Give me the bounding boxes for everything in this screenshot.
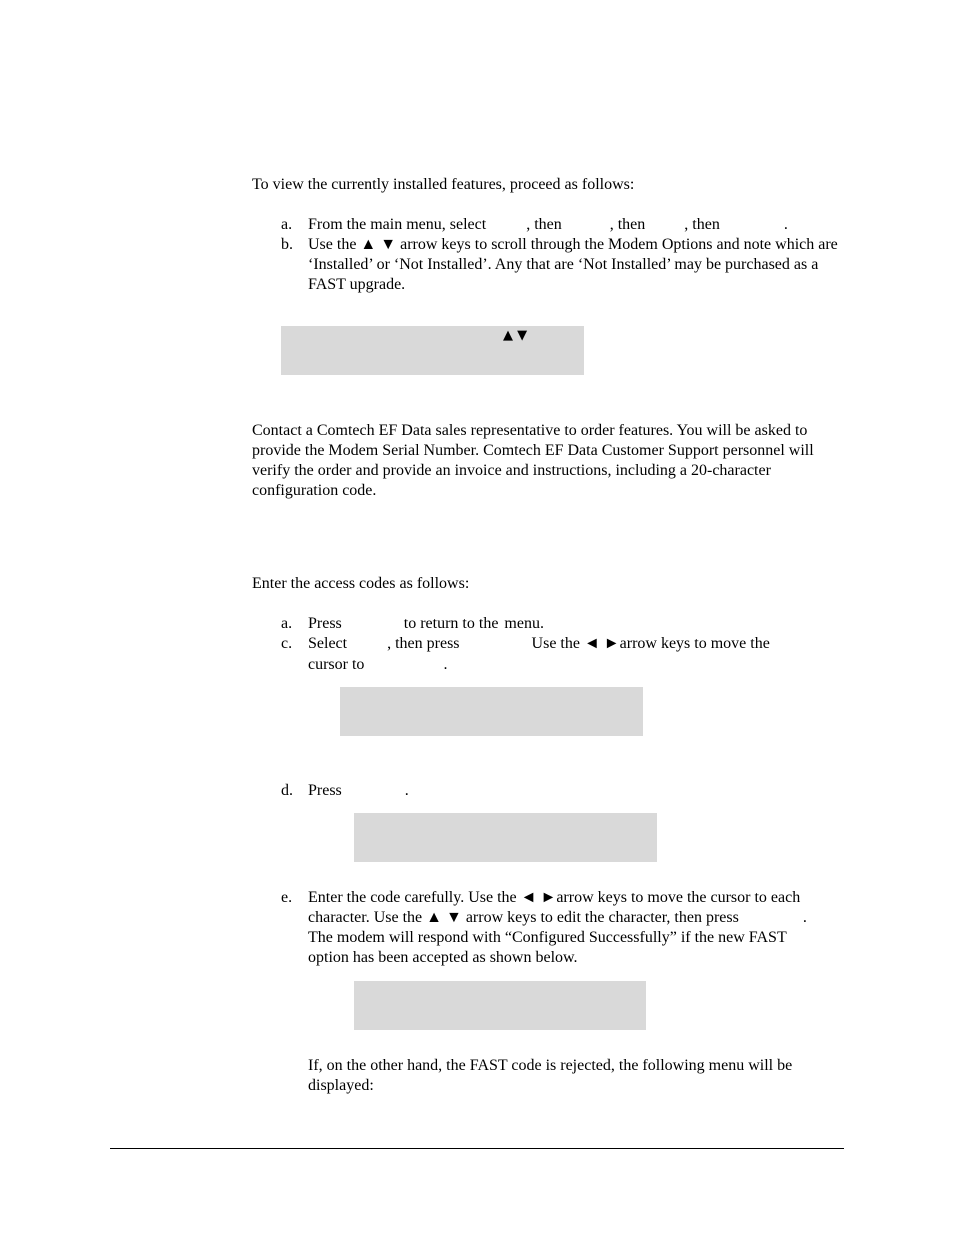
- enter-intro: Enter the access codes as follows:: [252, 575, 470, 592]
- step-a-menu: menu.: [504, 615, 544, 632]
- step-c-period: .: [443, 656, 448, 673]
- step-text: [308, 888, 853, 968]
- step-a-press: Press: [308, 615, 342, 632]
- rejected-note: If, on the other hand, the FAST code is rejected, the following menu will be displayed:: [308, 1057, 793, 1094]
- step-text: [308, 781, 841, 801]
- step-label: c.: [281, 635, 293, 652]
- step-e-line4: option has been accepted as shown below.: [308, 949, 578, 966]
- lcd-screen-configured: [354, 981, 646, 1030]
- step-text: [308, 215, 841, 235]
- step-c-arrows: Use the ◄ ►arrow keys to move the: [531, 635, 770, 652]
- lcd-screen-code-entry: [354, 813, 657, 862]
- step-e-line2: [308, 908, 853, 928]
- step-text-line2: [308, 655, 841, 675]
- step-e-line2-text: character. Use the ▲ ▼ arrow keys to edit the character, then press: [308, 909, 739, 926]
- order-paragraph: Contact a Comtech EF Data sales representative to order features. You will be asked to provide the Modem Serial Number. Comtech EF Data Customer Support personnel will verify the order and provide an invoice and instructions, including a 20-character configuration code.: [252, 422, 814, 499]
- lcd-screen-options: [281, 326, 584, 375]
- step-a-part1: From the main menu, select: [308, 216, 487, 233]
- step-text: Use the ▲ ▼ arrow keys to scroll through the Modem Options and note which are ‘Installed’ or ‘Not Installed’. Any that are ‘Not Installed’ may be purchased as a FAST upgrade.: [308, 236, 838, 293]
- step-a-return: to return to the: [403, 615, 499, 632]
- step-e-line2-period: .: [802, 909, 807, 926]
- step-e-line1: Enter the code carefully. Use the ◄ ►arrow keys to move the cursor to each: [308, 889, 801, 906]
- step-d-period: .: [404, 782, 409, 799]
- step-label: a.: [281, 615, 293, 632]
- footer-rule: [110, 1148, 844, 1149]
- step-c-press: , then press: [387, 635, 460, 652]
- step-label: a.: [281, 216, 293, 233]
- step-c-select: Select: [308, 635, 348, 652]
- step-label: b.: [281, 236, 293, 253]
- step-text: [308, 634, 841, 654]
- step-e-line3: The modem will respond with “Configured Successfully” if the new FAST: [308, 929, 787, 946]
- step-a-part3: , then: [609, 216, 646, 233]
- step-label: e.: [281, 889, 293, 906]
- step-text: [308, 614, 841, 634]
- step-a-part5: .: [783, 216, 788, 233]
- step-c-cursor: cursor to: [308, 656, 365, 673]
- step-a-part2: , then: [526, 216, 562, 233]
- step-label: d.: [281, 782, 293, 799]
- step-d-press: Press: [308, 782, 342, 799]
- screen-arrow-indicators: ▲ ▼: [503, 328, 528, 343]
- step-a-part4: , then: [684, 216, 720, 233]
- lcd-screen-utility: [340, 687, 643, 736]
- view-intro: To view the currently installed features, proceed as follows:: [252, 176, 635, 193]
